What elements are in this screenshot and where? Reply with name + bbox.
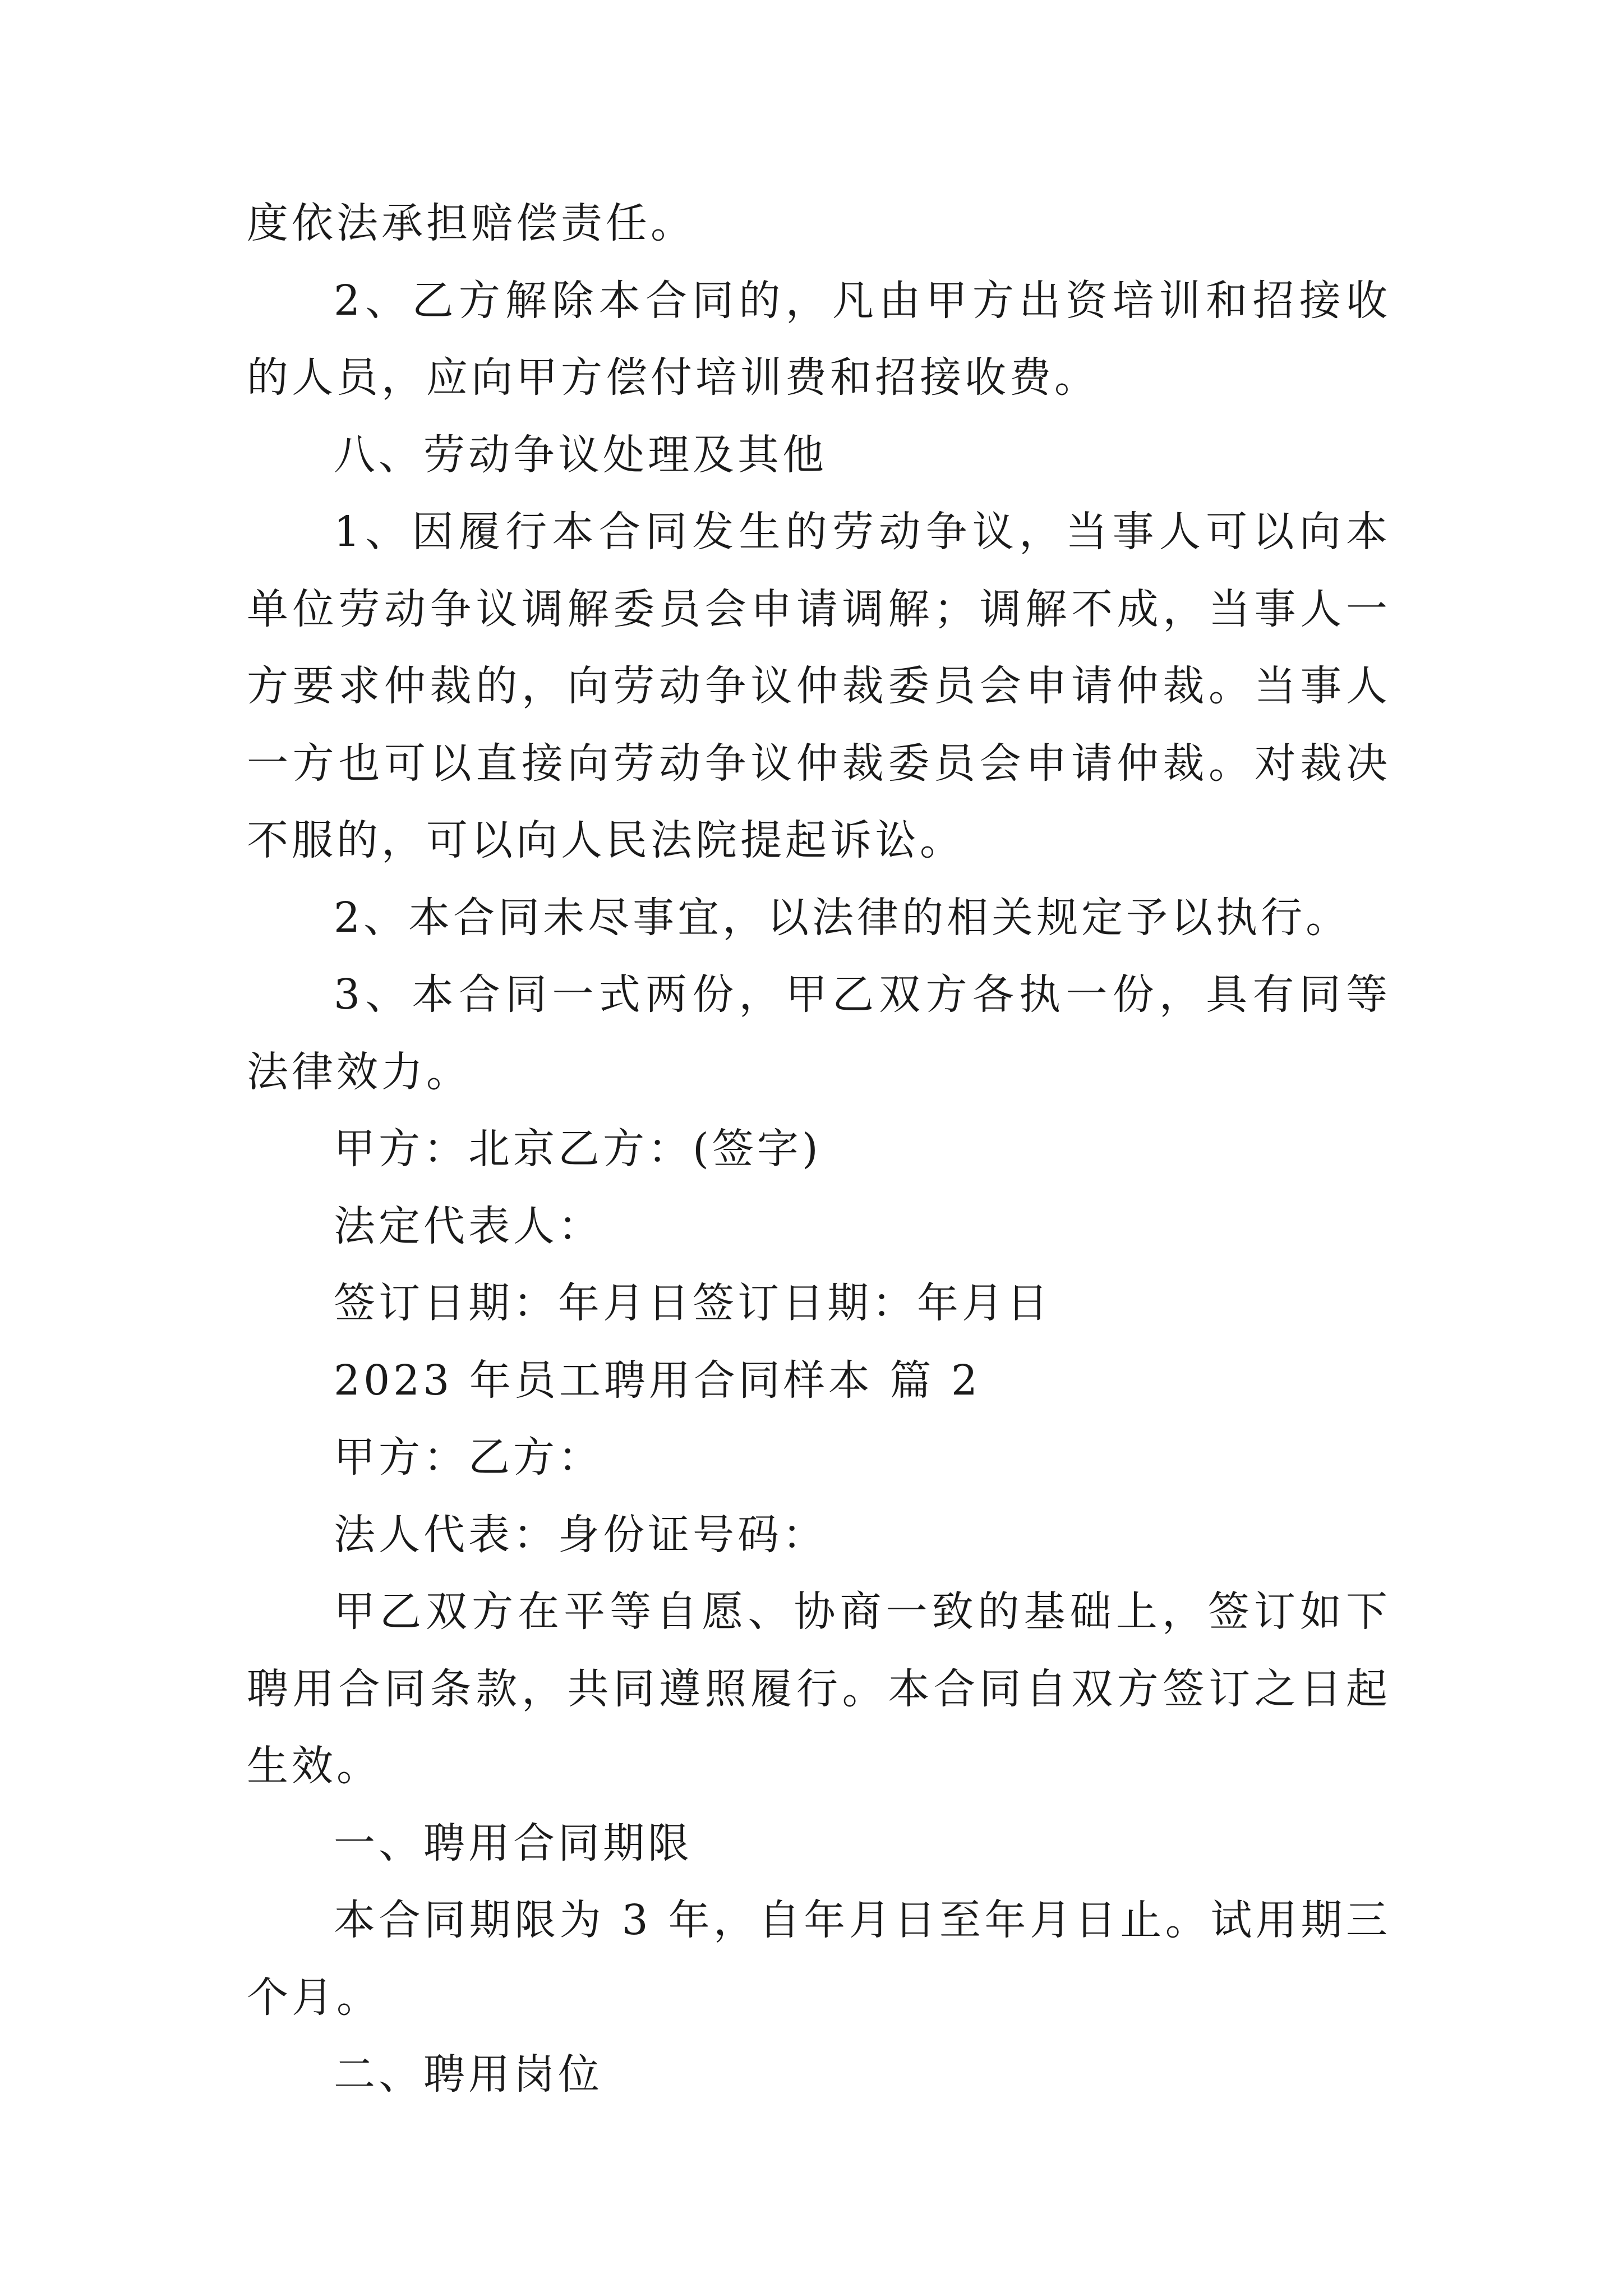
parties-line: 甲方：乙方： [334, 1433, 603, 1481]
paragraph-clause-1-dispute: 1、因履行本合同发生的劳动争议，当事人可以向本单位劳动争议调解委员会申请调解；调解不成，当事人一方要求仲裁的，向劳动争议仲裁委员会申请仲裁。当事人一方也可以直接向劳动争议仲裁委员会申请仲裁。对裁决不服的，可以向人民法院提起诉讼。 [247, 508, 1391, 864]
paragraph-contract-term: 本合同期限为 3 年，自年月日至年月日止。试用期三个月。 [247, 1896, 1391, 2022]
representative-id-line: 法人代表：身份证号码： [334, 1510, 827, 1559]
section-heading-2: 二、聘用岗位 [334, 2050, 603, 2099]
document-body [247, 185, 1391, 2114]
paragraph-liability-end: 度依法承担赔偿责任。 [247, 199, 695, 247]
section-heading-1: 一、聘用合同期限 [334, 1819, 693, 1867]
paragraph-preamble: 甲乙双方在平等自愿、协商一致的基础上，签订如下聘用合同条款，共同遵照履行。本合同自双方签订之日起生效。 [247, 1588, 1391, 1790]
document-title-part-2: 2023 年员工聘用合同样本 篇 2 [334, 1356, 981, 1405]
paragraph-clause-3-copies: 3、本合同一式两份，甲乙双方各执一份，具有同等法律效力。 [247, 970, 1391, 1096]
signing-date-line: 签订日期：年月日签订日期：年月日 [334, 1279, 1052, 1327]
section-heading-8: 八、劳动争议处理及其他 [334, 430, 827, 479]
paragraph-clause-2-termination: 2、乙方解除本合同的，凡由甲方出资培训和招接收的人员，应向甲方偿付培训费和招接收费。 [247, 276, 1391, 402]
signature-parties-line: 甲方：北京乙方：(签字) [334, 1125, 822, 1173]
legal-representative-line: 法定代表人： [334, 1202, 603, 1250]
paragraph-clause-2-law: 2、本合同未尽事宜，以法律的相关规定予以执行。 [334, 893, 1351, 942]
